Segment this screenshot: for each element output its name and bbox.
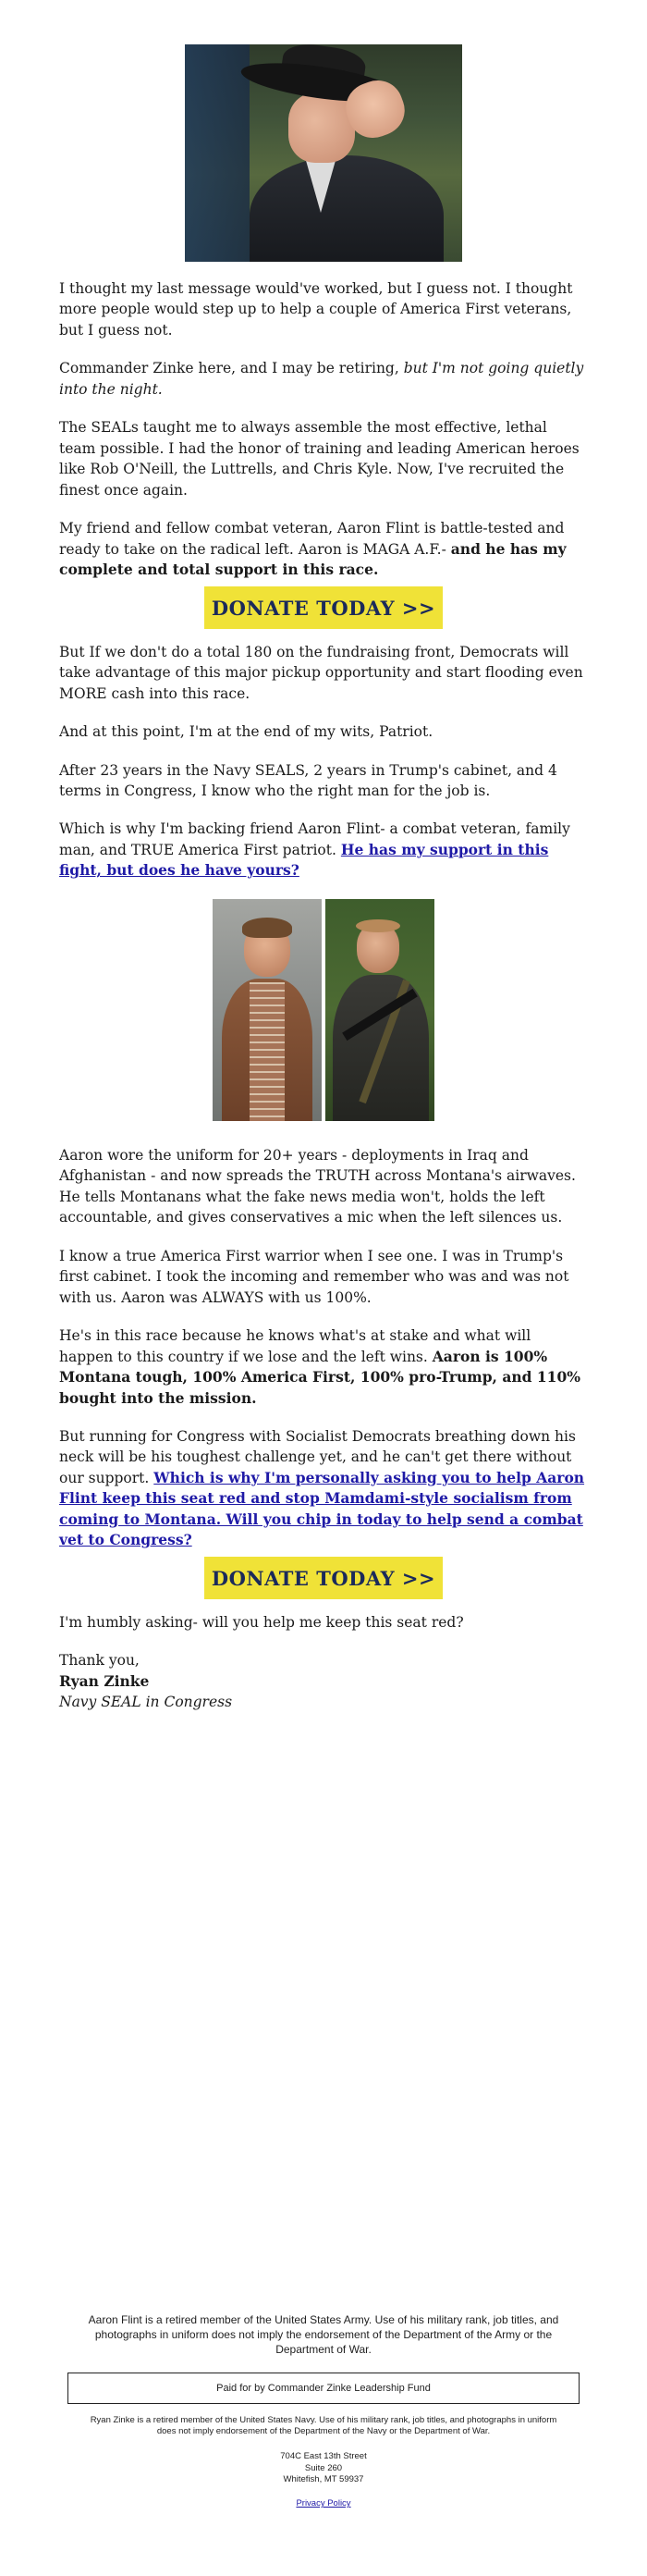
aaron-intro-text: My friend and fellow combat veteran, Aaron Flint is battle-tested and ready to take on the radical left. Aaron is MAGA A.F.-: [59, 520, 565, 558]
privacy-policy-link[interactable]: Privacy Policy: [296, 2498, 351, 2509]
address-line-3: Whitefish, MT 59937: [283, 2473, 364, 2484]
signoff-title-text: Navy SEAL in Congress: [59, 1694, 233, 1711]
photo-aaron-civilian: [213, 899, 322, 1121]
paragraph-aaron-intro: [59, 518, 588, 580]
backing-text: Which is why I'm backing friend Aaron Flint- a combat veteran, family man, and TRUE America First patriot.: [59, 820, 570, 858]
signoff-thanks: Thank you,: [59, 1652, 140, 1670]
paragraph-humbly: I'm humbly asking- will you help me keep this seat red?: [59, 1613, 464, 1631]
signoff-title: [59, 1692, 588, 1712]
paragraph-wits: And at this point, I'm at the end of my wits, Patriot.: [59, 723, 433, 741]
footer: [0, 2312, 647, 2510]
address-line-1: 704C East 13th Street: [280, 2451, 367, 2462]
retiring-text: Commander Zinke here, and I may be retiring,: [59, 360, 404, 377]
army-disclaimer: Aaron Flint is a retired member of the United States Army. Use of his military rank, job titles, and photographs in uniform does not imply the endorsement of the Department of the Army or the Department of War.: [88, 2313, 559, 2357]
paragraph-warrior: I know a true America First warrior when I see one. I was in Trump's first cabinet. I took the incoming and remember who was and was not with us. Aaron was ALWAYS with us 100%.: [59, 1247, 569, 1306]
aaron-flint-photos: [213, 899, 434, 1121]
photo-aaron-uniform: [325, 899, 434, 1121]
challenge-text: But running for Congress with Socialist Democrats breathing down his neck will be his toughest challenge yet, and he can't get there without our support.: [59, 1428, 576, 1486]
signoff: [59, 1650, 588, 1712]
complete-support-text: and he has my complete and total support in this race.: [59, 539, 567, 579]
donate-today-button-2[interactable]: DONATE TODAY >>: [204, 1557, 443, 1599]
paragraph-fundraising: But If we don't do a total 180 on the fundraising front, Democrats will take advantage of this major pickup opportunity and start flooding even MORE cash into this race.: [59, 643, 583, 702]
paragraph-challenge: [59, 1426, 588, 1551]
paragraph-retiring: [59, 358, 588, 400]
donate-today-button[interactable]: DONATE TODAY >>: [204, 586, 443, 629]
signoff-name: Ryan Zinke: [59, 1671, 150, 1690]
mailing-address: [0, 2451, 647, 2485]
paragraph-uniform: Aaron wore the uniform for 20+ years - deployments in Iraq and Afghanistan - and now spreads the TRUTH across Montana's airwaves. He tells Montanans what the fake news media won't, holds the left accountable, and gives conservatives a mic when the left silences us.: [59, 1146, 576, 1226]
paragraph-backing: [59, 819, 588, 881]
support-link[interactable]: He has my support in this fight, but does he have yours?: [59, 840, 549, 880]
not-quietly-text: but I'm not going quietly into the night.: [59, 360, 584, 398]
hero-photo-saluting-man: [185, 44, 462, 262]
paragraph-seals: The SEALs taught me to always assemble the most effective, lethal team possible. I had the honor of training and leading American heroes like Rob O'Neill, the Luttrells, and Chris Kyle. Now, I've recruited the finest once again.: [59, 419, 580, 499]
paragraph-intro: I thought my last message would've worked, but I guess not. I thought more people would step up to help a couple of America First veterans, but I guess not.: [59, 280, 573, 339]
navy-disclaimer: Ryan Zinke is a retired member of the United States Navy. Use of his military rank, job titles, and photographs in uniform does not imply endorsement of the Department of the Navy or the Department of War.: [90, 2414, 557, 2437]
address-line-2: Suite 260: [304, 2462, 343, 2473]
paragraph-credentials: After 23 years in the Navy SEALS, 2 years in Trump's cabinet, and 4 terms in Congress, I know who the right man for the job is.: [59, 761, 557, 799]
paragraph-stakes: [59, 1325, 588, 1409]
chip-in-link[interactable]: Which is why I'm personally asking you to help Aaron Flint keep this seat red and stop Mamdami-style socialism from coming to Montana. Will you chip in today to help send a combat vet to Congress?: [59, 1468, 585, 1549]
paid-for-box: Paid for by Commander Zinke Leadership Fund: [67, 2373, 580, 2404]
montana-tough-text: Aaron is 100% Montana tough, 100% America First, 100% pro-Trump, and 110% bought into the mission.: [59, 1347, 580, 1407]
email-body: [59, 0, 588, 1713]
stakes-text: He's in this race because he knows what's at stake and what will happen to this country if we lose and the left wins.: [59, 1327, 531, 1365]
